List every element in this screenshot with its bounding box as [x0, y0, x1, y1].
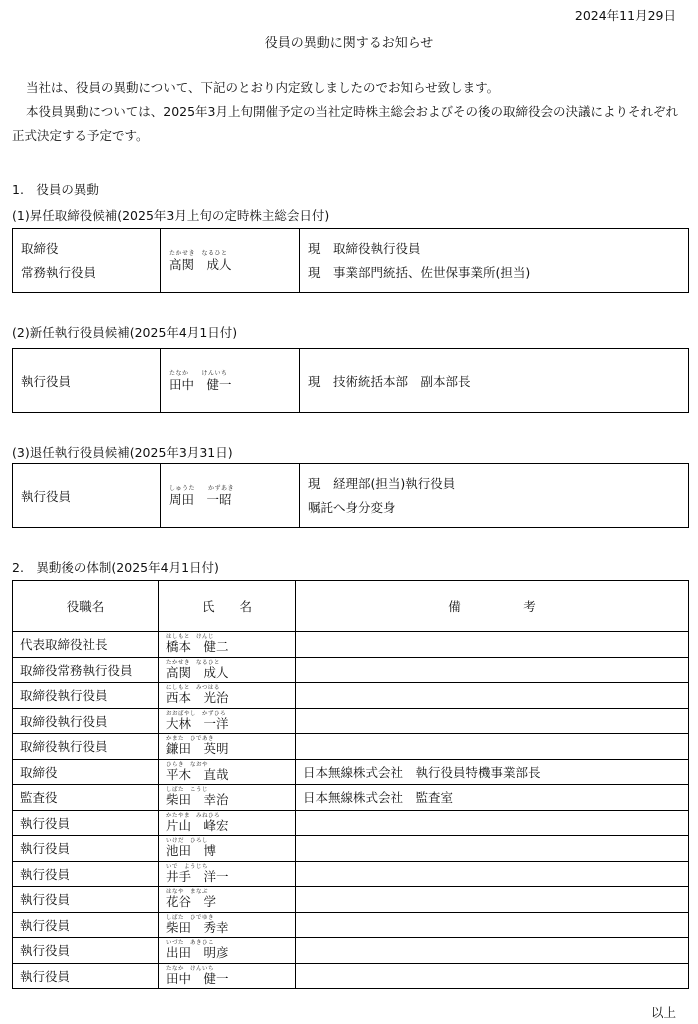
roster-body [13, 632, 689, 989]
row-position: 取締役執行役員 [13, 683, 159, 709]
row-position: 取締役 [13, 759, 159, 785]
table-row [13, 887, 689, 913]
row-name-cell [159, 657, 296, 683]
sub3-furigana: しゅうた かずあき [169, 484, 235, 492]
table-row [13, 734, 689, 760]
table-row [13, 683, 689, 709]
table-row [13, 632, 689, 658]
sub1-position-cell [13, 229, 161, 293]
row-furigana: いけだ ひろし [166, 838, 209, 845]
row-remarks [296, 657, 689, 683]
sub1-table [12, 228, 689, 293]
row-furigana: にしもと みつはる [166, 685, 220, 692]
row-furigana: いづた あきひこ [166, 940, 215, 947]
sub2-name-cell [161, 349, 300, 413]
row-position: 執行役員 [13, 861, 159, 887]
row-remarks [296, 708, 689, 734]
row-position: 執行役員 [13, 810, 159, 836]
table-row [13, 657, 689, 683]
row-remarks [296, 734, 689, 760]
header-name: 氏 名 [159, 581, 296, 632]
row-name-cell [159, 810, 296, 836]
row-name: 高関 成人 [166, 664, 229, 680]
row-furigana: おおばやし かずひろ [166, 710, 227, 717]
row-remarks [296, 861, 689, 887]
row-remarks [296, 810, 689, 836]
row-remarks [296, 963, 689, 989]
table-row [13, 810, 689, 836]
sub1-name: 高関 成人 [169, 256, 232, 272]
row-position: 取締役執行役員 [13, 734, 159, 760]
intro-paragraph-2: 本役員異動については、2025年3月上旬開催予定の当社定時株主総会およびその後の取締役会の決議によりそれぞれ正式決定する予定です。 [12, 104, 679, 143]
row-name-cell [159, 836, 296, 862]
row-furigana: かたやま みねひろ [166, 812, 221, 819]
intro-paragraph-1: 当社は、役員の異動について、下記のとおり内定致しましたのでお知らせ致します。 [26, 80, 500, 95]
row-position: 取締役常務執行役員 [13, 657, 159, 683]
sub1-current-cell [300, 229, 689, 293]
row-name-cell [159, 734, 296, 760]
sub3-table [12, 463, 689, 528]
row-furigana: いで ようじち [166, 863, 209, 870]
roster-table [12, 580, 689, 989]
row-furigana: はなや まなぶ [166, 889, 209, 896]
sub2-current-cell: 現 技術統括本部 副本部長 [300, 349, 689, 413]
sub3-heading: (3)退任執行役員候補(2025年3月31日) [12, 445, 233, 460]
sub1-position-line-1: 取締役 [21, 240, 59, 256]
section2-heading: 2. 異動後の体制(2025年4月1日付) [12, 560, 219, 575]
row-furigana: しばた こうじ [166, 787, 209, 794]
row-remarks [296, 683, 689, 709]
table-row [13, 938, 689, 964]
row-name: 柴田 秀幸 [166, 919, 229, 935]
table-row [13, 912, 689, 938]
document-title: 役員の異動に関するお知らせ [264, 36, 434, 51]
row-name: 鎌田 英明 [166, 741, 229, 757]
closing-mark: 以上 [650, 1005, 676, 1020]
row-position: 執行役員 [13, 836, 159, 862]
sub1-name-cell [161, 229, 300, 293]
table-row [13, 759, 689, 785]
row-furigana: はしもと けんじ [166, 634, 215, 641]
row-name-cell [159, 938, 296, 964]
sub1-current-line-2: 現 事業部門統括、佐世保事業所(担当) [308, 264, 531, 280]
section1-heading: 1. 役員の異動 [12, 182, 99, 197]
row-position: 執行役員 [13, 938, 159, 964]
row-name: 池田 博 [166, 843, 217, 859]
table-row [13, 861, 689, 887]
row-position: 監査役 [13, 785, 159, 811]
row-name: 西本 光治 [166, 690, 229, 706]
sub3-position-cell: 執行役員 [13, 464, 161, 528]
roster-header-row [13, 581, 689, 632]
row-name: 柴田 幸治 [166, 792, 229, 808]
row-name: 出田 明彦 [166, 945, 229, 961]
sub3-name: 周田 一昭 [169, 491, 232, 507]
sub1-furigana: たかせき なるひと [169, 249, 228, 257]
row-name: 片山 峰宏 [166, 817, 229, 833]
row-name-cell [159, 912, 296, 938]
sub2-table [12, 348, 689, 413]
sub1-position-line-2: 常務執行役員 [21, 264, 97, 280]
row-remarks [296, 887, 689, 913]
row-remarks [296, 632, 689, 658]
row-name-cell [159, 759, 296, 785]
row-position: 執行役員 [13, 963, 159, 989]
sub2-heading: (2)新任執行役員候補(2025年4月1日付) [12, 325, 238, 340]
row-name-cell [159, 785, 296, 811]
sub3-current-line-1: 現 経理部(担当)執行役員 [308, 475, 456, 491]
row-name: 花谷 学 [166, 894, 217, 910]
row-furigana: しばた ひでゆき [166, 914, 215, 921]
document-date: 2024年11月29日 [574, 8, 676, 23]
row-position: 執行役員 [13, 887, 159, 913]
sub1-current-line-1: 現 取締役執行役員 [308, 240, 421, 256]
row-furigana: かまた ひであき [166, 736, 215, 743]
row-furigana: たかせき なるひと [166, 659, 221, 666]
table-row [13, 963, 689, 989]
row-name: 橋本 健二 [166, 639, 229, 655]
row-name-cell [159, 708, 296, 734]
row-name-cell [159, 632, 296, 658]
row-remarks: 日本無線株式会社 執行役員特機事業部長 [296, 759, 689, 785]
row-name-cell [159, 963, 296, 989]
row-remarks [296, 836, 689, 862]
row-name: 平木 直哉 [166, 766, 229, 782]
row-name-cell [159, 683, 296, 709]
row-name: 井手 洋一 [166, 868, 229, 884]
sub3-name-cell [161, 464, 300, 528]
row-remarks [296, 912, 689, 938]
sub2-name: 田中 健一 [169, 376, 232, 392]
row-furigana: たなか けんいち [166, 965, 215, 972]
row-name-cell [159, 887, 296, 913]
table-row [13, 836, 689, 862]
row-position: 取締役執行役員 [13, 708, 159, 734]
row-name-cell [159, 861, 296, 887]
sub3-current-cell [300, 464, 689, 528]
row-position: 執行役員 [13, 912, 159, 938]
table-row [13, 708, 689, 734]
row-name: 田中 健一 [166, 970, 229, 986]
sub2-furigana: たなか けんいち [169, 369, 228, 377]
row-remarks: 日本無線株式会社 監査室 [296, 785, 689, 811]
sub3-current-line-2: 嘱託へ身分変身 [308, 499, 396, 515]
sub1-heading: (1)昇任取締役候補(2025年3月上旬の定時株主総会日付) [12, 208, 330, 223]
row-remarks [296, 938, 689, 964]
row-furigana: ひらき なおや [166, 761, 209, 768]
header-remarks: 備 考 [296, 581, 689, 632]
row-name: 大林 一洋 [166, 715, 229, 731]
table-row [13, 785, 689, 811]
sub2-position-cell: 執行役員 [13, 349, 161, 413]
row-position: 代表取締役社長 [13, 632, 159, 658]
header-position: 役職名 [13, 581, 159, 632]
